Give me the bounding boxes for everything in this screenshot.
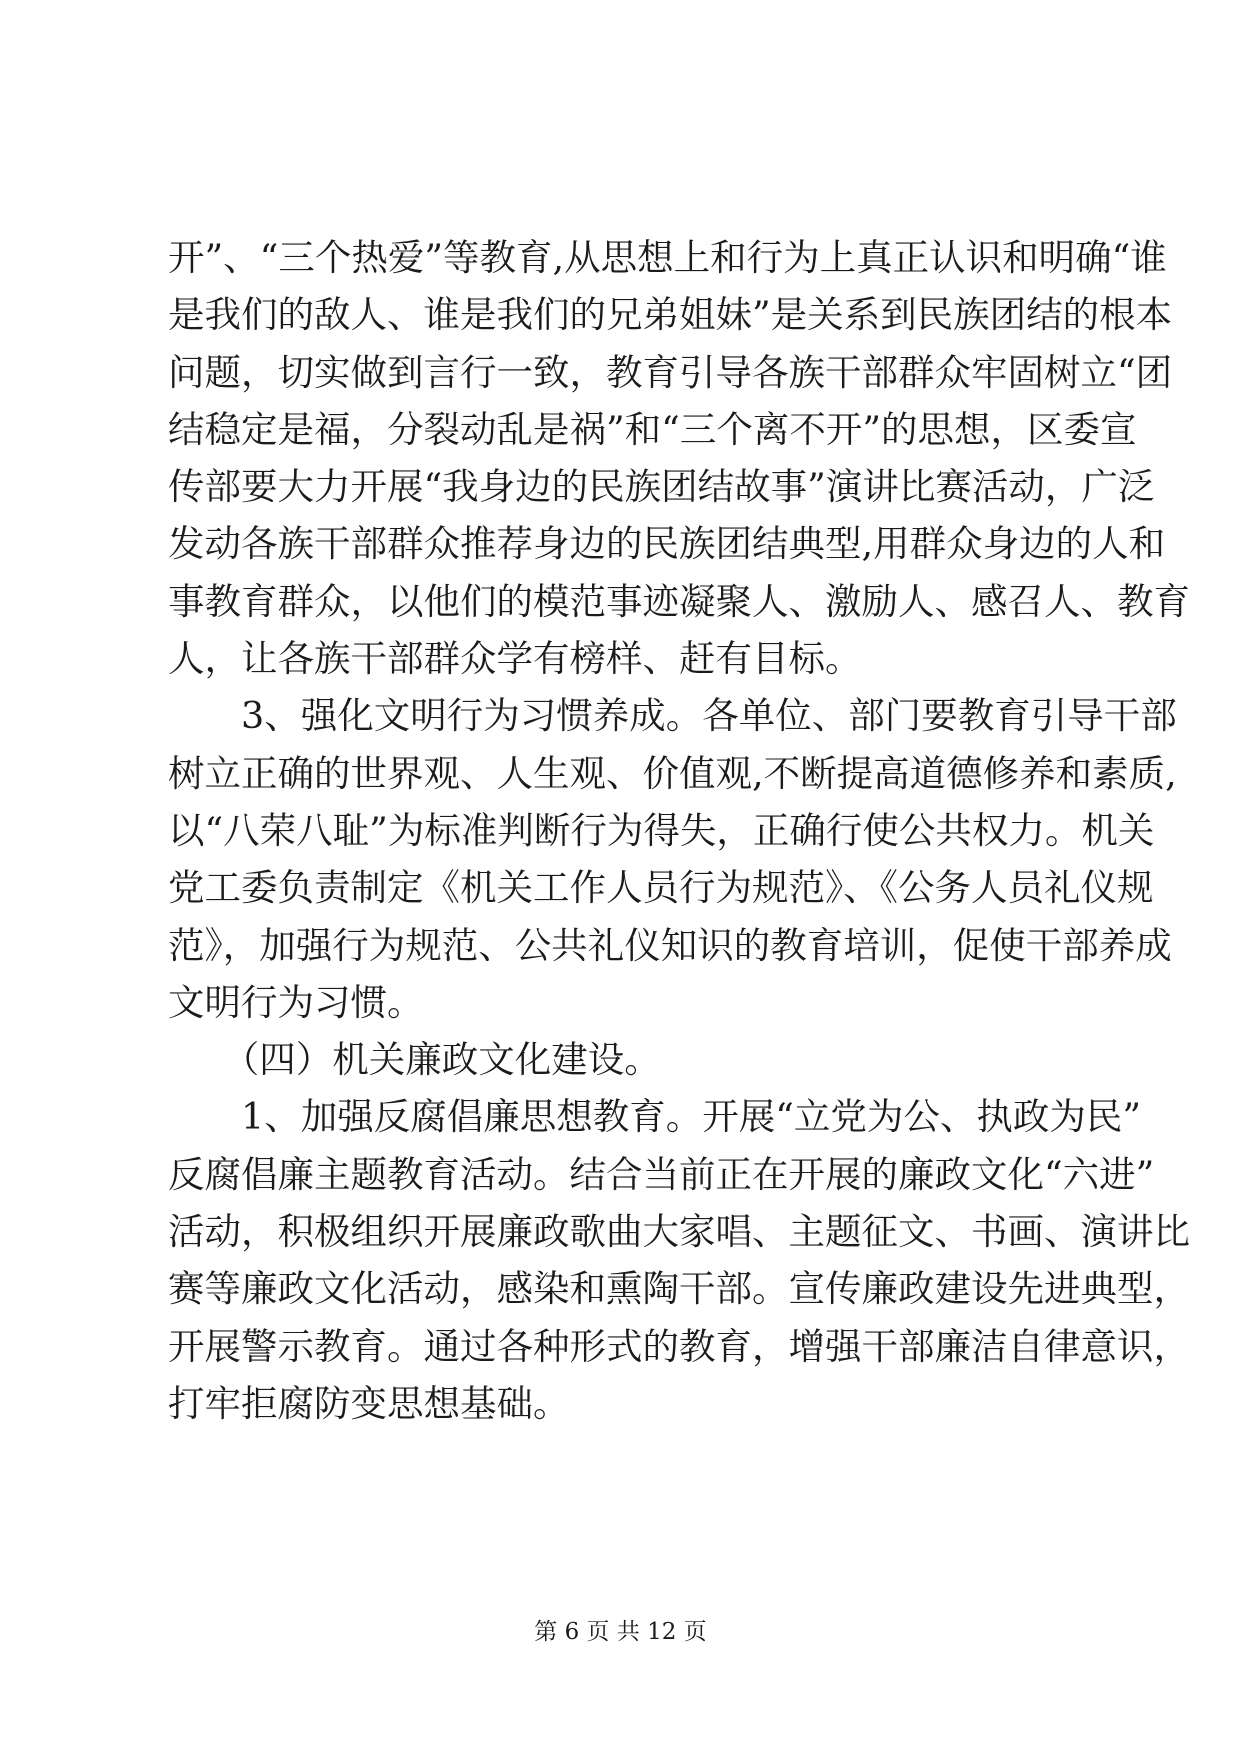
body-line: 传部要大力开展“我身边的民族团结故事”演讲比赛活动，广泛 [168,465,1155,509]
body-line: 开展警示教育。通过各种形式的教育，增强干部廉洁自律意识， [168,1324,1190,1368]
body-line: 反腐倡廉主题教育活动。结合当前正在开展的廉政文化“六进” [168,1152,1155,1196]
body-line: 人，让各族干部群众学有榜样、赶有目标。 [168,637,862,681]
body-line: 文明行为习惯。 [168,980,424,1024]
body-line: 3、强化文明行为习惯养成。各单位、部门要教育引导干部 [168,694,1177,738]
body-line: 打牢拒腐防变思想基础。 [168,1381,570,1425]
body-line: 发动各族干部群众推荐身边的民族团结典型,用群众身边的人和 [168,522,1166,566]
body-line: 1、加强反腐倡廉思想教育。开展“立党为公、执政为民” [168,1095,1142,1139]
body-line: 党工委负责制定《机关工作人员行为规范》、《公务人员礼仪规 [168,866,1154,910]
body-line: 以“八荣八耻”为标准判断行为得失，正确行使公共权力。机关 [168,808,1155,852]
page-number-footer: 第 6 页 共 12 页 [534,1619,707,1645]
body-line: 开”、“三个热爱”等教育,从思想上和行为上真正认识和明确“谁 [168,236,1167,279]
body-line: 活动，积极组织开展廉政歌曲大家唱、主题征文、书画、演讲比 [168,1210,1190,1254]
body-line: 赛等廉政文化活动，感染和熏陶干部。宣传廉政建设先进典型， [168,1267,1190,1311]
document-body [168,229,1190,1432]
body-line: 范》，加强行为规范、公共礼仪知识的教育培训，促使干部养成 [168,923,1172,967]
body-line: 是我们的敌人、谁是我们的兄弟姐妹”是关系到民族团结的根本 [168,293,1173,337]
section-heading: （四）机关廉政文化建设。 [168,1038,661,1082]
body-line: 结稳定是福，分裂动乱是祸”和“三个离不开”的思想，区委宣 [168,407,1137,451]
body-line: 事教育群众，以他们的模范事迹凝聚人、激励人、感召人、教育 [168,579,1190,623]
body-line: 问题，切实做到言行一致，教育引导各族干部群众牢固树立“团 [168,350,1173,394]
body-line: 树立正确的世界观、人生观、价值观,不断提高道德修养和素质, [168,751,1177,795]
